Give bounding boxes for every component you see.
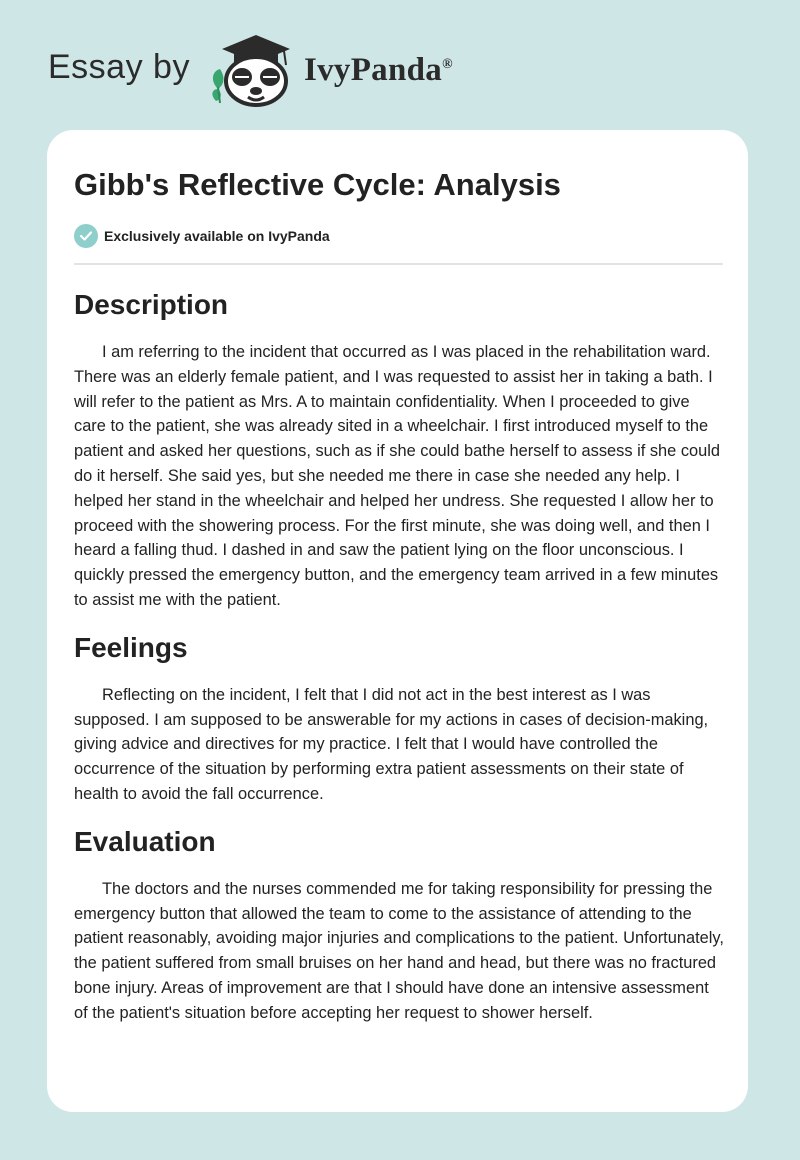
- section-heading-evaluation: Evaluation: [74, 825, 216, 857]
- check-icon: [74, 224, 98, 248]
- brand-header[interactable]: [48, 30, 453, 110]
- section-text-evaluation: The doctors and the nurses commended me for taking responsibility for pressing the emergency button that allowed the team to come to the assistance of attending to the patient reasonably, avoiding major injuries and complications to the patient. Unfortunately, the patient suffered from small bruises on her hand and head, but there was no fractured bone injury. Areas of improvement are that I should have done an intensive assessment of the patient's situation before accepting her request to shower herself.: [74, 879, 724, 1022]
- brand-name: [304, 52, 453, 89]
- section-heading-description: Description: [74, 289, 229, 320]
- section-text-description: I am referring to the incident that occurred as I was placed in the rehabilitation ward. There was an elderly female patient, and I was requested to assist her in taking a bath. I will refer to the patient as Mrs. A to maintain confidentiality. When I proceeded to give care to the patient, she was already sited in a wheelchair. I first introduced myself to the patient and asked her questions, such as if she could bathe herself to assess if she could do it herself. She said yes, but she needed me there in case she needed any help. I helped her stand in the wheelchair and helped her undress. She requested I allow her to proceed with the showering process. For the first minute, she was doing well, and then I heard a falling thud. I dashed in and saw the patient lying on the floor unconscious. I quickly pressed the emergency button, and the emergency team arrived in a few minutes to assist me with the patient.: [74, 343, 721, 609]
- divider: [74, 263, 723, 265]
- exclusive-badge: [74, 223, 721, 249]
- brand-prefix: Essay by: [48, 47, 190, 86]
- brand-name-text: IvyPanda: [303, 51, 443, 88]
- section-heading-feelings: Feelings: [74, 631, 188, 663]
- essay-card: [47, 130, 748, 1112]
- registered-mark: ®: [442, 56, 453, 72]
- page-title: Gibb's Reflective Cycle: Analysis: [74, 167, 561, 202]
- panda-logo-icon: [204, 31, 300, 109]
- section-text-feelings: Reflecting on the incident, I felt that I did not act in the best interest as I was supposed. I am supposed to be answerable for my actions in cases of decision-making, giving advice and directives for my practice. I felt that I would have controlled the occurrence of the situation by performing extra patient assessments on their state of health to avoid the fall occurrence.: [74, 685, 709, 803]
- badge-label: Exclusively available on IvyPanda: [104, 228, 330, 244]
